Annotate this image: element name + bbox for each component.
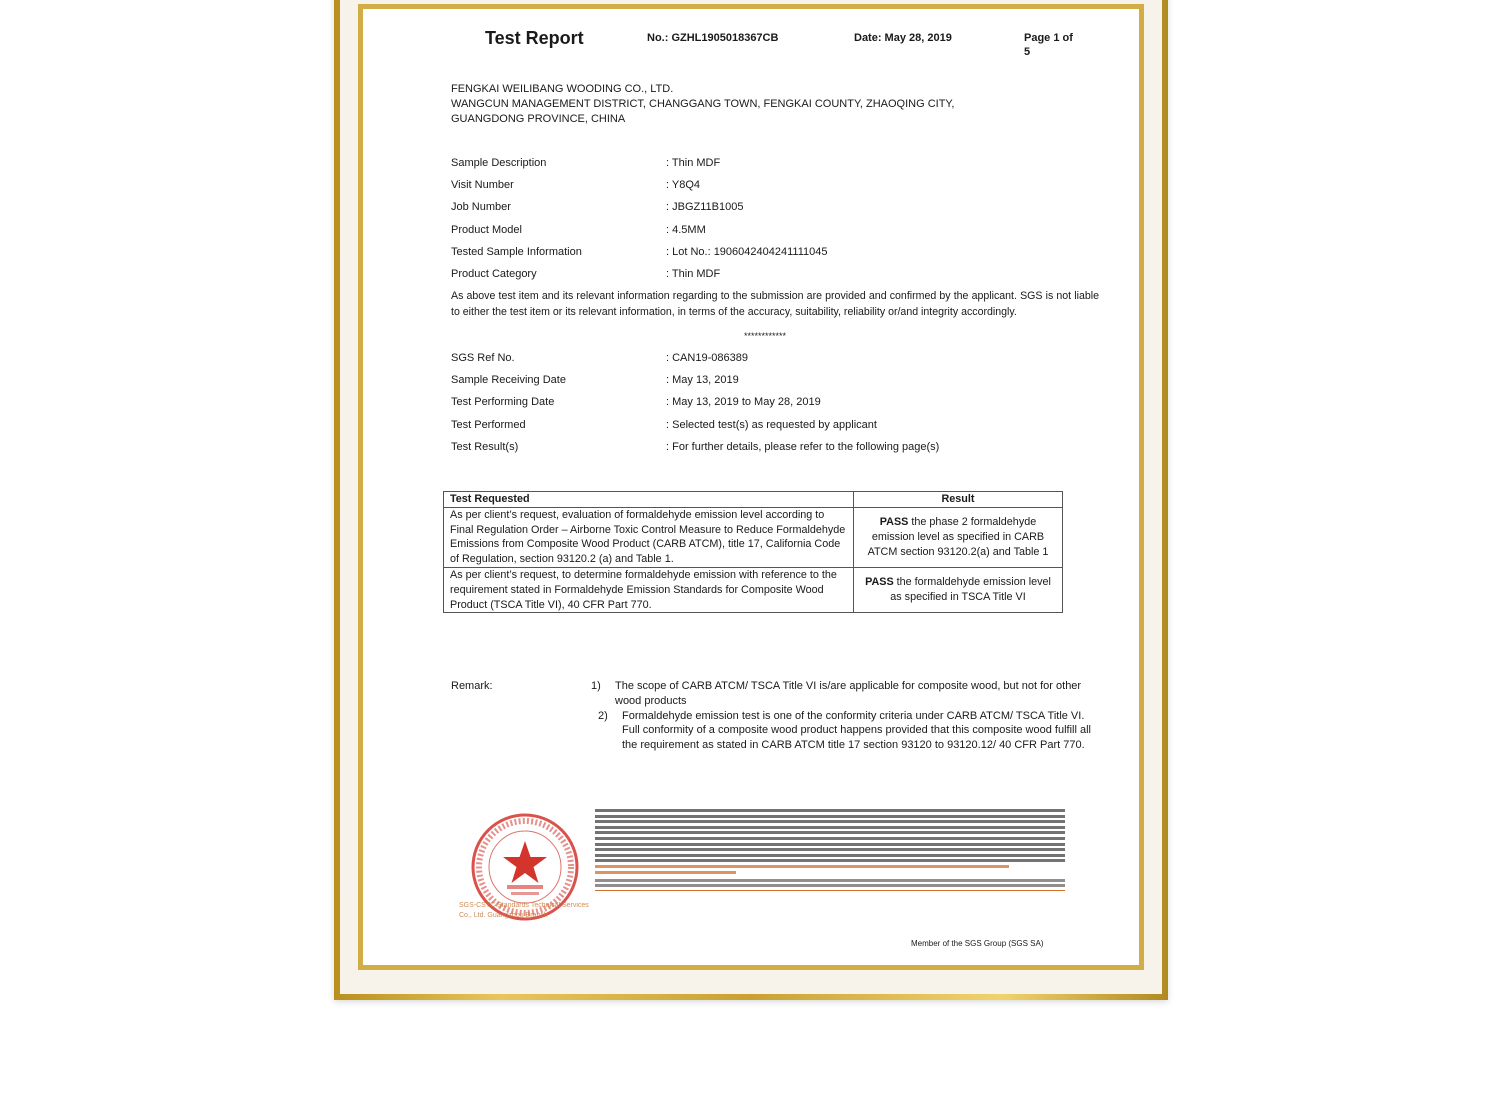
info-row bbox=[451, 200, 1091, 222]
info-value: : Y8Q4 bbox=[666, 179, 701, 192]
info-row bbox=[451, 418, 1091, 440]
info-label: Tested Sample Information bbox=[451, 245, 582, 258]
fineprint-line bbox=[595, 826, 1065, 829]
disclaimer-text: As above test item and its relevant information regarding to the submission are provided and confirmed by the applicant. SGS is not liable to either the test item or its relevant information, in terms of the accuracy, suitability, reliability or/and integrity accordingly. bbox=[451, 290, 1099, 318]
fineprint-line bbox=[595, 879, 1065, 882]
info-value: : Selected test(s) as requested by applicant bbox=[666, 418, 877, 431]
info-row bbox=[451, 223, 1091, 245]
header-test-requested: Test Requested bbox=[444, 492, 854, 508]
info-value: : Thin MDF bbox=[666, 267, 721, 280]
fineprint-line bbox=[595, 831, 1065, 834]
info-row bbox=[451, 178, 1091, 200]
table-row bbox=[444, 567, 1063, 612]
remark-text: The scope of CARB ATCM/ TSCA Title VI is/are applicable for composite wood, but not for other wood products bbox=[615, 680, 1082, 707]
info-value: : Lot No.: 1906042404241111045 bbox=[666, 245, 828, 258]
company-name: FENGKAI WEILIBANG WOODING CO., LTD. bbox=[451, 83, 674, 95]
page-indicator: Page 1 of 5 bbox=[1024, 32, 1073, 59]
sgs-member-note: Member of the SGS Group (SGS SA) bbox=[911, 939, 1044, 948]
info-value: : JBGZ11B1005 bbox=[666, 201, 744, 214]
info-value: : For further details, please refer to the following page(s) bbox=[666, 440, 940, 453]
remark-item bbox=[591, 679, 1091, 709]
info-label: Job Number bbox=[451, 201, 511, 214]
inner-gold-border bbox=[358, 4, 1144, 970]
report-header bbox=[451, 28, 1079, 59]
info-value: : Thin MDF bbox=[666, 157, 721, 169]
fineprint-line-highlight bbox=[595, 865, 1009, 868]
fineprint-line bbox=[595, 837, 1065, 840]
remark-list bbox=[591, 679, 1091, 753]
fineprint-line bbox=[595, 820, 1065, 823]
info-row bbox=[451, 373, 1091, 395]
fineprint-line bbox=[595, 843, 1065, 846]
fineprint-line bbox=[595, 854, 1065, 857]
info-row bbox=[451, 351, 1091, 373]
results-table bbox=[443, 491, 1063, 613]
remark-item bbox=[598, 709, 1091, 753]
fineprint-line-highlight bbox=[595, 871, 736, 874]
info-value: : May 13, 2019 bbox=[666, 374, 739, 387]
test-request-cell: As per client’s request, to determine formaldehyde emission with reference to the requirement stated in Formaldehyde Emission Standards for Composite Wood Product (TSCA Title VI), 40 CFR Part 770. bbox=[444, 567, 854, 612]
info-value: : CAN19-086389 bbox=[666, 352, 748, 364]
report-page bbox=[419, 28, 1099, 965]
info-row bbox=[451, 267, 1091, 289]
terms-fineprint bbox=[595, 809, 1065, 891]
pass-label: PASS bbox=[865, 576, 894, 589]
fineprint-line bbox=[595, 848, 1065, 851]
info-label: Test Result(s) bbox=[451, 440, 519, 453]
table-row bbox=[444, 507, 1063, 567]
info-row bbox=[451, 440, 1091, 462]
table-header-row bbox=[444, 492, 1063, 508]
info-label: Test Performing Date bbox=[451, 396, 555, 409]
info-label: Sample Receiving Date bbox=[451, 374, 566, 387]
applicant-address bbox=[451, 82, 1071, 127]
remark-label: Remark: bbox=[451, 680, 493, 692]
fineprint-line bbox=[595, 884, 1065, 887]
info-row bbox=[451, 245, 1091, 267]
frame-mat bbox=[340, 0, 1162, 994]
info-row bbox=[451, 395, 1091, 417]
gold-frame bbox=[334, 0, 1168, 1000]
info-label: SGS Ref No. bbox=[451, 352, 515, 364]
fineprint-line bbox=[595, 859, 1065, 862]
report-title: Test Report bbox=[485, 28, 584, 48]
info-row bbox=[451, 156, 1091, 178]
pass-label: PASS bbox=[879, 516, 909, 529]
remark-number: 2) bbox=[598, 709, 608, 722]
remark-text: Formaldehyde emission test is one of the conformity criteria under CARB ATCM/ TSCA Title VI. Full conformity of a composite wood product happens provided that this composite wood fulfill all the requirement as stated in CARB ATCM title 17 section 93120 to 93120.12/ 40 CFR Part 770. bbox=[622, 709, 1091, 752]
address-line-2: GUANGDONG PROVINCE, CHINA bbox=[451, 113, 626, 125]
info-label: Product Category bbox=[451, 267, 537, 280]
result-cell bbox=[854, 507, 1063, 567]
footer-rule bbox=[595, 890, 1065, 891]
info-label: Test Performed bbox=[451, 418, 526, 431]
info-label: Product Model bbox=[451, 223, 522, 236]
fineprint-line bbox=[595, 809, 1065, 812]
info-label: Visit Number bbox=[451, 179, 514, 192]
address-line-1: WANGCUN MANAGEMENT DISTRICT, CHANGGANG TOWN, FENGKAI COUNTY, ZHAOQING CITY, bbox=[451, 98, 955, 110]
info-value: : May 13, 2019 to May 28, 2019 bbox=[666, 396, 821, 409]
test-request-cell: As per client’s request, evaluation of formaldehyde emission level according to Final Regulation Order – Airborne Toxic Control Measure to Reduce Formaldehyde Emissions from Composite Wood Product (CARB ATCM), title 17, California Code of Regulation, section 93120.2 (a) and Table 1. bbox=[444, 507, 854, 567]
sample-info bbox=[451, 156, 1091, 289]
header-result: Result bbox=[854, 492, 1063, 508]
separator-stars: ************ bbox=[744, 331, 787, 341]
remark-number: 1) bbox=[591, 680, 601, 692]
test-info bbox=[451, 351, 1091, 462]
info-label: Sample Description bbox=[451, 157, 547, 169]
report-date: Date: May 28, 2019 bbox=[854, 32, 952, 44]
result-text: the formaldehyde emission level as specified in TSCA Title VI bbox=[890, 576, 1051, 604]
result-cell bbox=[854, 567, 1063, 612]
report-number: No.: GZHL1905018367CB bbox=[647, 32, 779, 44]
seal-caption: SGS-CSTC Standards Technical Services Co., Ltd. Guangzhou Branch bbox=[459, 902, 589, 919]
result-text: the phase 2 formaldehyde emission level as specified in CARB ATCM section 93120.2(a) and Table 1 bbox=[867, 516, 1049, 558]
info-value: : 4.5MM bbox=[666, 223, 706, 236]
fineprint-line bbox=[595, 815, 1065, 818]
